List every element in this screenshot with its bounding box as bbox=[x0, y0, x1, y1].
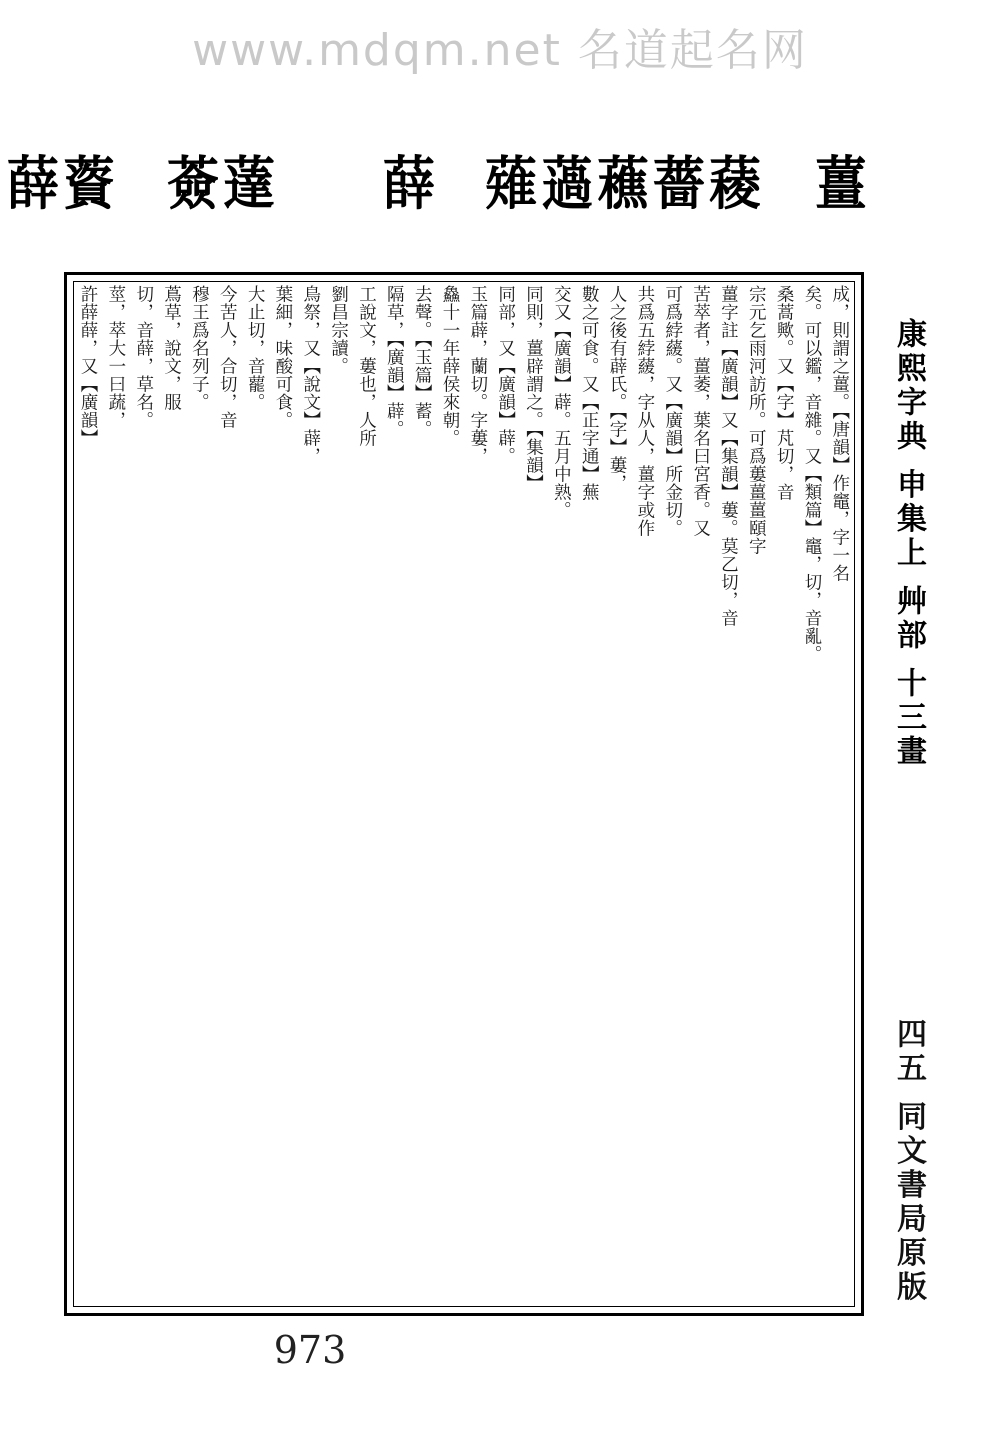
seal-script-header bbox=[6, 150, 870, 220]
seal-char: 薛 bbox=[6, 150, 59, 218]
text-column: 成，則謂之薑。【唐韻】作竈，字一名 bbox=[829, 285, 850, 583]
text-column: 桑蒿歟。又【字】芃切，音 bbox=[774, 285, 795, 501]
text-column: 苦萃者，薑萎，葉名曰宮香。又 bbox=[690, 285, 711, 537]
text-column: 蔦草，說文，服 bbox=[161, 285, 182, 411]
text-column: 數之可食。又【正字通】蕪 bbox=[579, 285, 600, 501]
text-column: 同部，又【廣韻】薜。 bbox=[495, 285, 516, 465]
text-column: 工說文，蔞也，人所 bbox=[356, 285, 377, 447]
text-column: 今苦人，合切，音 bbox=[217, 285, 238, 429]
seal-char: 藮 bbox=[596, 150, 649, 218]
text-column: 同則，薑辟謂之。【集韻】 bbox=[523, 285, 544, 493]
seal-char: 薋 bbox=[62, 150, 115, 218]
seal-char: 薔 bbox=[652, 150, 705, 218]
text-column: 劉昌宗讀。 bbox=[328, 285, 349, 375]
text-column: 交又【廣韻】薜。五月中熟。 bbox=[551, 285, 572, 519]
text-column: 人之後有薜氏。【字】蔞， bbox=[607, 285, 628, 493]
text-column: 莖，萃大一曰蔬， bbox=[105, 285, 126, 429]
text-column: 大止切，音藣。 bbox=[245, 285, 266, 411]
text-column: 許薛薛，又【廣韻】 bbox=[78, 285, 98, 447]
text-column: 薑字註【廣韻】又【集韻】蔞。莫乙切，音 bbox=[718, 285, 739, 627]
seal-char: 薑 bbox=[814, 150, 867, 218]
margin-publisher: 四五 同文書局原版 bbox=[891, 1018, 926, 1305]
text-column: 葉細，味酸可食。 bbox=[272, 285, 293, 429]
text-column: 去聲。【玉篇】蓄。 bbox=[412, 285, 433, 439]
text-column: 鳥祭，又【說文】薜， bbox=[300, 285, 321, 465]
text-column: 鱻十一年薛侯來朝。 bbox=[439, 285, 460, 447]
page-number: 973 bbox=[273, 1328, 347, 1372]
watermark: www.mdqm.net 名道起名网 bbox=[192, 25, 808, 76]
margin-title: 康熙字典 申集上 艸部 十三畫 bbox=[891, 318, 926, 770]
text-column: 可爲綍藧。又【廣韻】所金切。 bbox=[662, 285, 683, 537]
text-column: 切，音薛，草名。 bbox=[133, 285, 154, 429]
text-columns bbox=[77, 285, 851, 1303]
text-column: 共爲五綍藧，字从人，薑字或作 bbox=[634, 285, 655, 537]
seal-char: 薐 bbox=[708, 150, 761, 218]
text-column: 穆王爲名列子。 bbox=[189, 285, 210, 411]
seal-char: 薟 bbox=[166, 150, 219, 218]
seal-char: 薘 bbox=[222, 150, 275, 218]
seal-char: 薖 bbox=[540, 150, 593, 218]
seal-char: 薙 bbox=[484, 150, 537, 218]
text-column: 玉篇薜，蘭切。字蔞， bbox=[467, 285, 488, 465]
text-frame bbox=[64, 272, 864, 1316]
text-column: 宗元乞雨河訪所。可爲蔞薑薑頤字 bbox=[746, 285, 767, 555]
text-column: 矣。可以鑑，音雜。又【類篇】竈，切，音亂。 bbox=[801, 285, 822, 663]
text-column: 隔草，【廣韻】薜。 bbox=[384, 285, 405, 439]
seal-char: 薛 bbox=[382, 150, 435, 218]
